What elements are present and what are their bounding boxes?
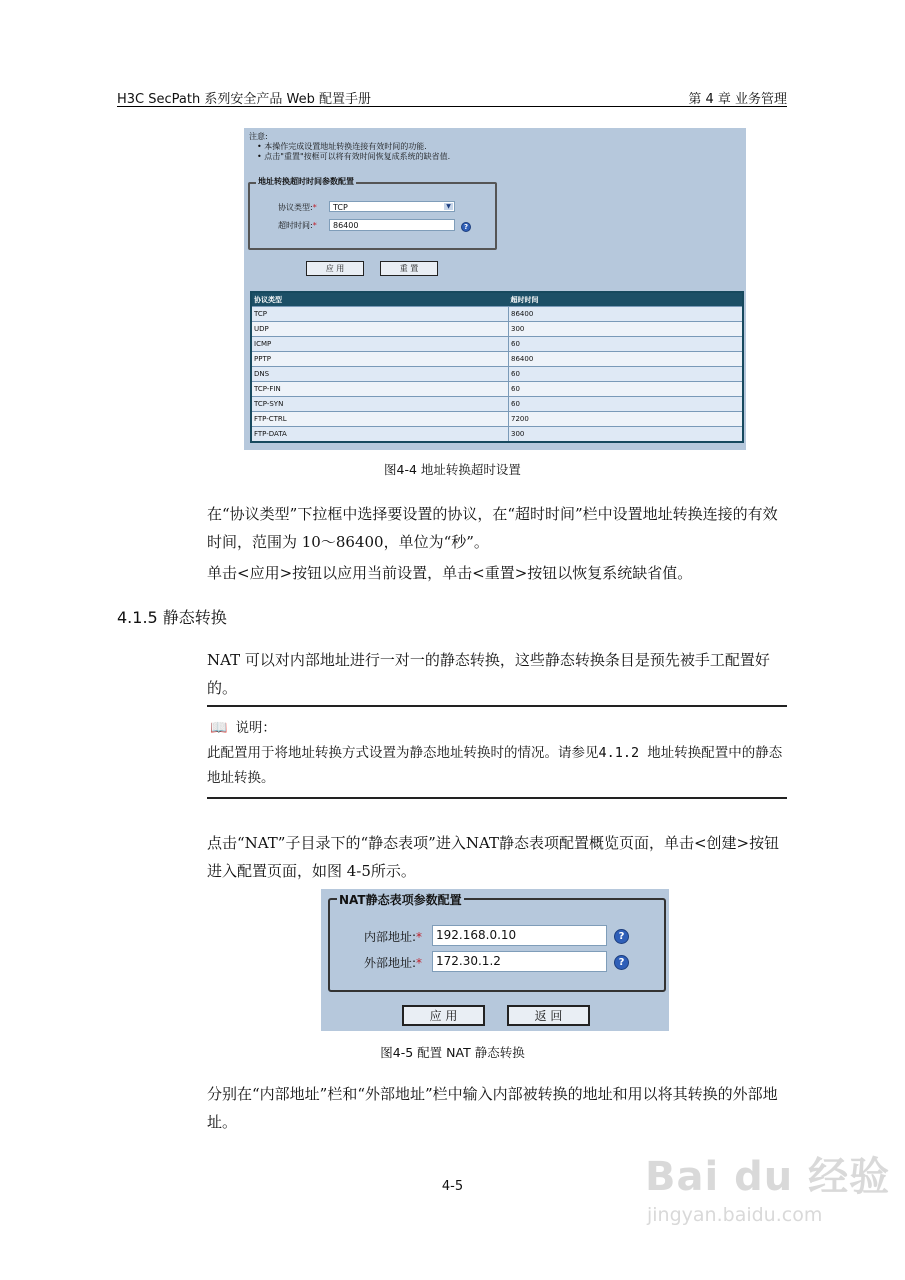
help-icon[interactable]: ? bbox=[614, 955, 629, 970]
section-heading: 4.1.5 静态转换 bbox=[117, 608, 227, 627]
table-row: UDP 300 bbox=[251, 322, 743, 337]
timeout-label: 超时时间:* bbox=[278, 221, 317, 230]
figure-caption-4-4: 图4-4 地址转换超时设置 bbox=[384, 462, 521, 477]
protocol-label: 协议类型:* bbox=[278, 203, 317, 212]
watermark-brand: Bai du 经验 bbox=[645, 1154, 891, 1200]
paragraph-apply-reset: 单击<应用>按钮以应用当前设置，单击<重置>按钮以恢复系统缺省值。 bbox=[207, 564, 693, 582]
paragraph-address-fields: 分别在“内部地址”栏和“外部地址”栏中输入内部被转换的地址和用以将其转换的外部地址。 bbox=[207, 1085, 778, 1131]
header-left: H3C SecPath 系列安全产品 Web 配置手册 bbox=[117, 92, 371, 107]
protocol-select[interactable]: TCP ▼ bbox=[329, 201, 455, 212]
timeout-input[interactable]: 86400 bbox=[329, 219, 455, 231]
outer-address-input[interactable]: 172.30.1.2 bbox=[432, 951, 607, 972]
back-button[interactable]: 返 回 bbox=[507, 1005, 590, 1026]
figure-caption-4-5: 图4-5 配置 NAT 静态转换 bbox=[380, 1045, 525, 1060]
apply-button[interactable]: 应 用 bbox=[306, 261, 364, 276]
note-box bbox=[207, 705, 787, 799]
watermark-url: jingyan.baidu.com bbox=[647, 1204, 823, 1226]
paragraph-protocol-setting: 在“协议类型”下拉框中选择要设置的协议，在“超时时间”栏中设置地址转换连接的有效时间，范围为 10～86400，单位为“秒”。 bbox=[207, 505, 778, 551]
paragraph-nat-static: NAT 可以对内部地址进行一对一的静态转换，这些静态转换条目是预先被手工配置好的。 bbox=[207, 651, 770, 697]
static-entry-fieldset bbox=[328, 893, 666, 992]
column-header-timeout: 超时时间 bbox=[509, 292, 744, 307]
table-row: PPTP 86400 bbox=[251, 352, 743, 367]
table-row: TCP 86400 bbox=[251, 307, 743, 322]
timeout-table bbox=[250, 291, 744, 443]
help-icon[interactable]: ? bbox=[461, 222, 471, 232]
timeout-config-fieldset bbox=[248, 177, 497, 250]
watermark bbox=[645, 1145, 890, 1226]
figure-nat-static-config bbox=[321, 889, 669, 1031]
table-row: TCP-FIN 60 bbox=[251, 382, 743, 397]
page-number: 4-5 bbox=[441, 1179, 464, 1194]
note-text: 此配置用于将地址转换方式设置为静态地址转换时的情况。请参见4.1.2 地址转换配置中的静态地址转换。 bbox=[207, 745, 783, 786]
figure-nat-timeout bbox=[244, 128, 746, 450]
inner-address-label: 内部地址:* bbox=[364, 930, 423, 944]
table-row: FTP-DATA 300 bbox=[251, 427, 743, 443]
note-line-1: • 本操作完成设置地址转换连接有效时间的功能. bbox=[257, 142, 427, 151]
table-row: DNS 60 bbox=[251, 367, 743, 382]
apply-button[interactable]: 应 用 bbox=[402, 1005, 485, 1026]
header-rule bbox=[117, 106, 787, 107]
fieldset-legend: 地址转换超时时间参数配置 bbox=[258, 177, 354, 186]
reset-button[interactable]: 重 置 bbox=[380, 261, 438, 276]
table-row: TCP-SYN 60 bbox=[251, 397, 743, 412]
inner-address-input[interactable]: 192.168.0.10 bbox=[432, 925, 607, 946]
note-panel bbox=[249, 132, 450, 162]
table-row: ICMP 60 bbox=[251, 337, 743, 352]
note-title: 注意: bbox=[249, 132, 268, 141]
table-row: FTP-CTRL 7200 bbox=[251, 412, 743, 427]
chevron-down-icon[interactable]: ▼ bbox=[444, 203, 453, 210]
book-icon: 📖 说明： bbox=[210, 720, 276, 736]
header-right: 第 4 章 业务管理 bbox=[688, 92, 787, 107]
help-icon[interactable]: ? bbox=[614, 929, 629, 944]
column-header-protocol: 协议类型 bbox=[251, 292, 509, 307]
fieldset-legend: NAT静态表项参数配置 bbox=[339, 893, 462, 907]
note-line-2: • 点击"重置"按框可以将有效时间恢复成系统的缺省值. bbox=[257, 152, 451, 161]
paragraph-nat-navigation: 点击“NAT”子目录下的“静态表项”进入NAT静态表项配置概览页面，单击<创建>按钮进入配置页面，如图 4-5所示。 bbox=[207, 834, 780, 880]
outer-address-label: 外部地址:* bbox=[364, 956, 423, 970]
